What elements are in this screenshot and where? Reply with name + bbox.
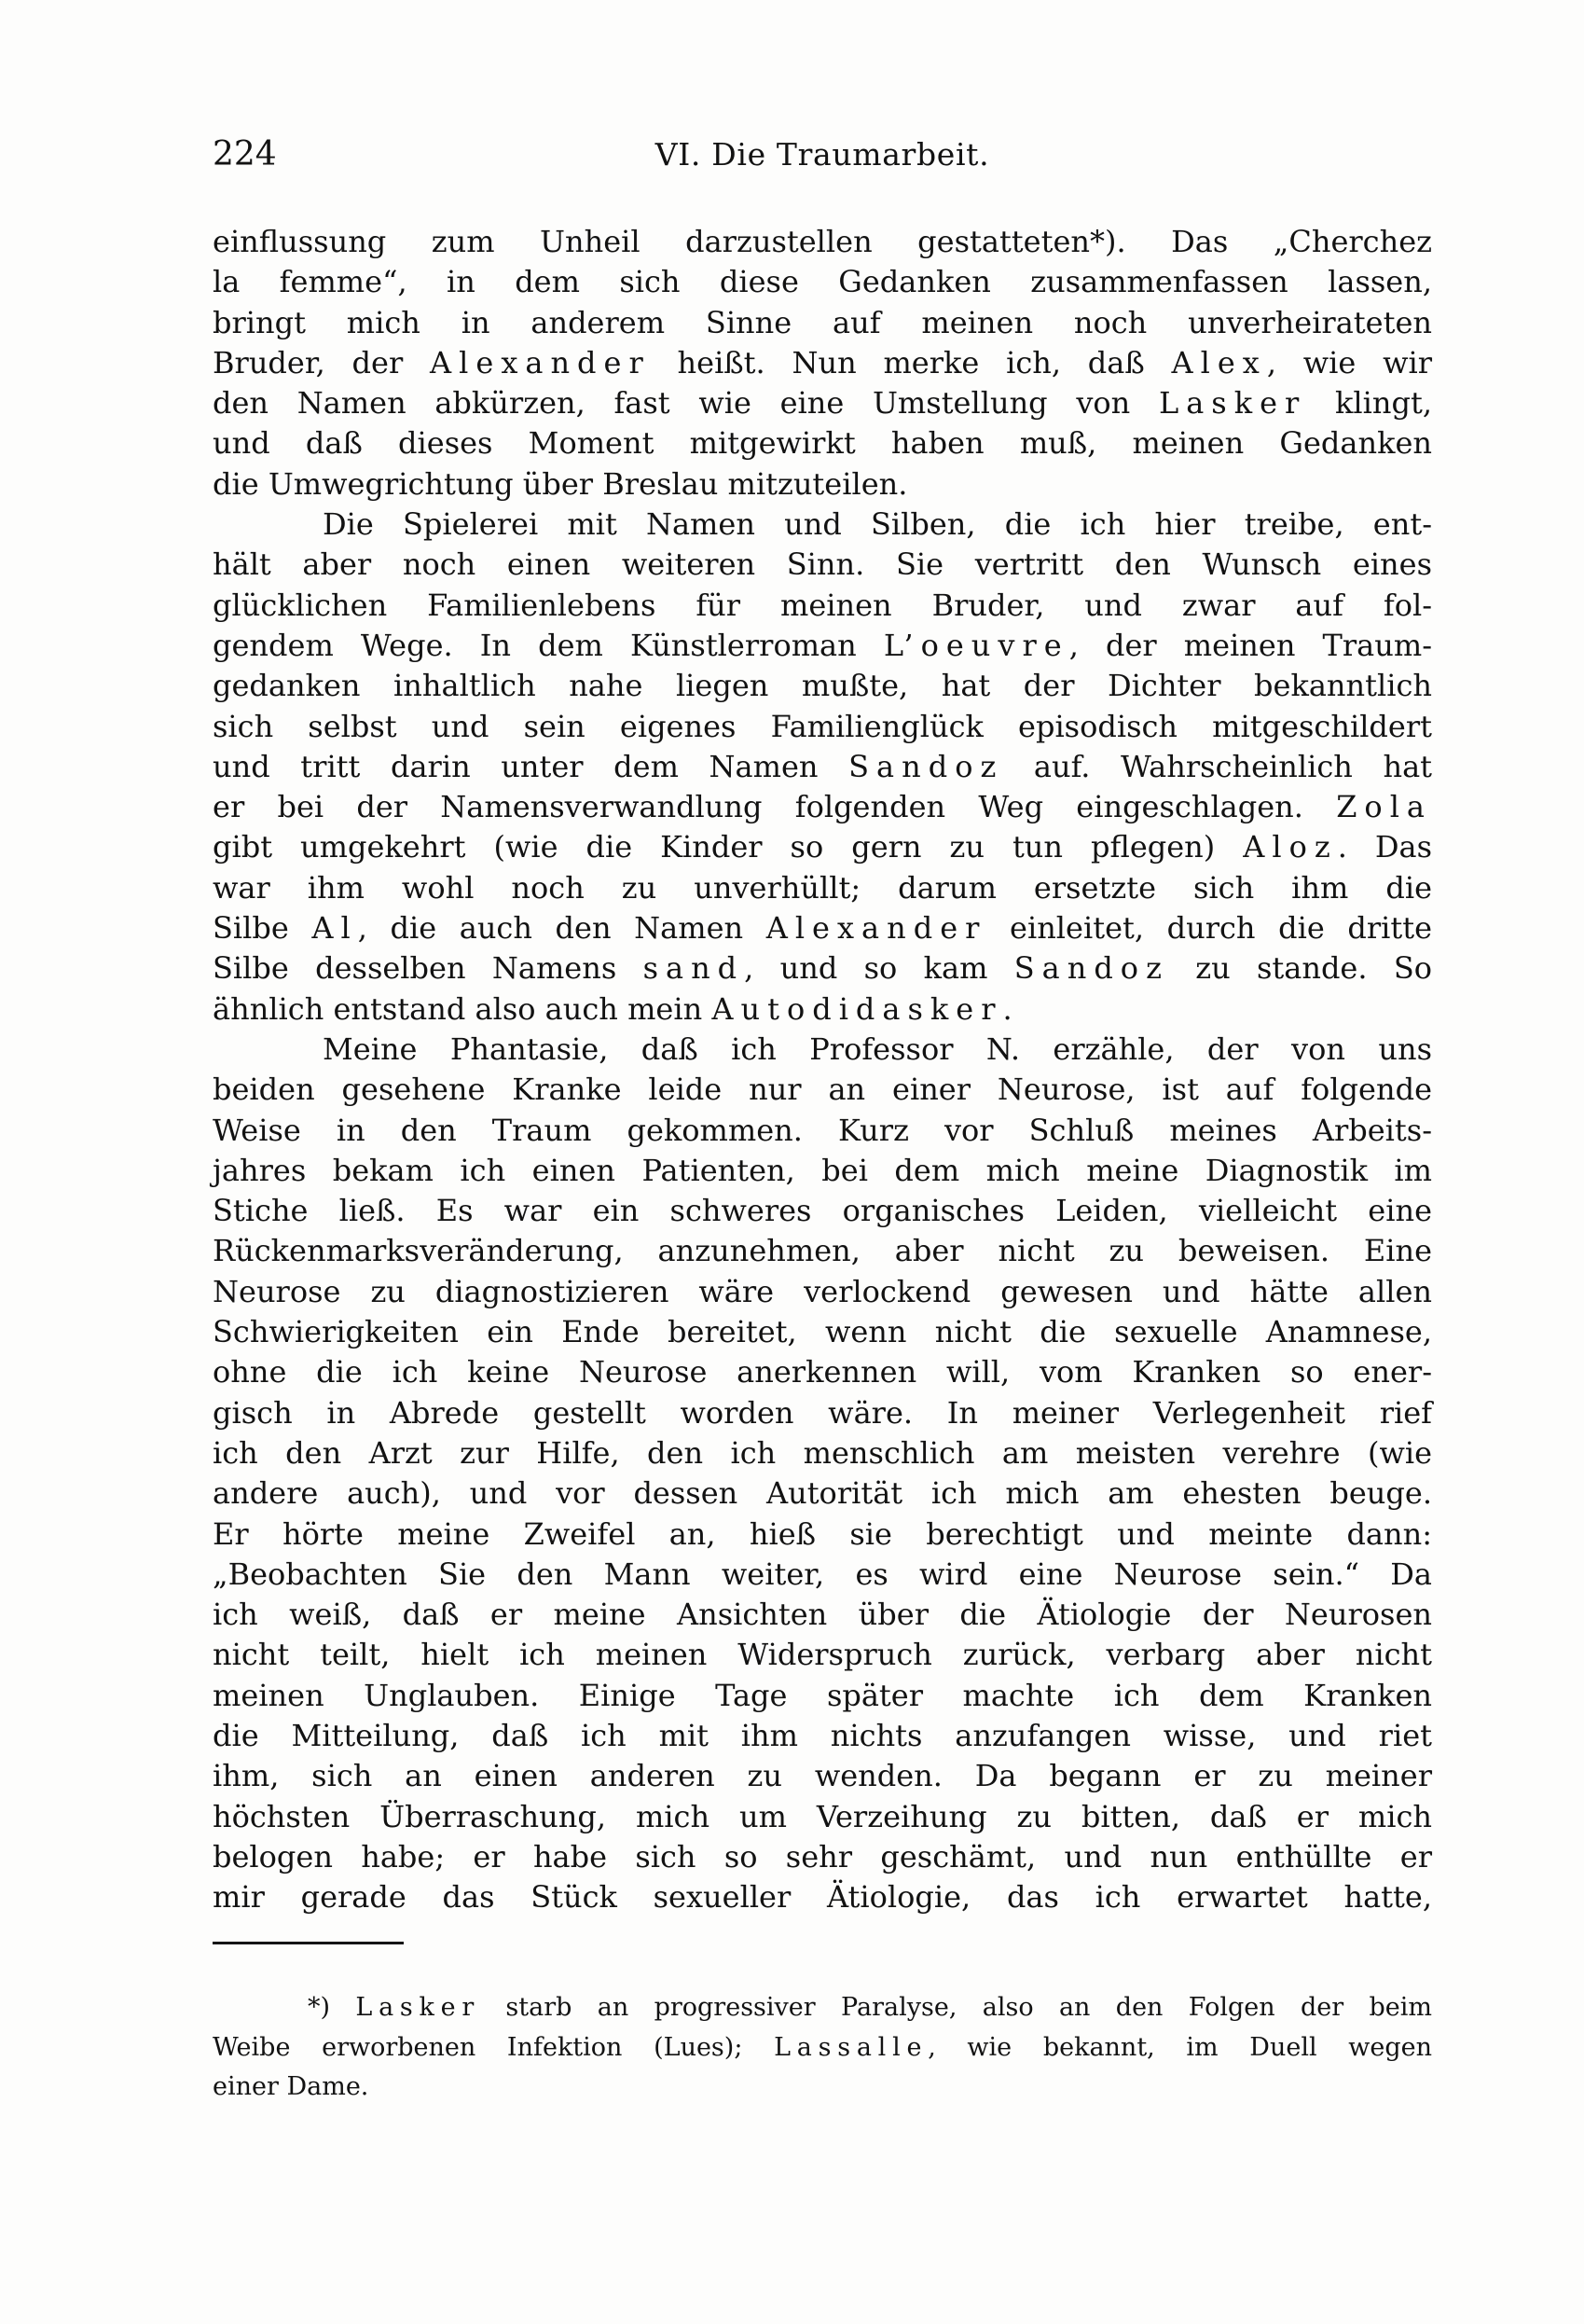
text-segment: Neurose zu diagnostizieren wäre verlockend gewesen und hätte allen [213, 1273, 1432, 1309]
text-line [213, 1473, 1432, 1514]
text-line [213, 423, 1432, 463]
text-line [213, 586, 1432, 626]
text-segment: starb an progressiver Paralyse, also an den Folgen der beim [480, 1993, 1432, 2022]
text-line [213, 1635, 1432, 1675]
paragraph [213, 505, 1432, 1030]
text-line [213, 1070, 1432, 1110]
text-segment: gibt umgekehrt (wie die Kinder so gern zu tun pflegen) [213, 829, 1244, 865]
text-line [213, 464, 1432, 505]
text-line [213, 505, 1432, 545]
emphasized-term: Al [311, 910, 358, 947]
text-line [213, 262, 1432, 302]
text-segment: zu stande. So [1168, 950, 1433, 987]
footnote-line [213, 1988, 1432, 2028]
text-segment: und daß dieses Moment mitgewirkt haben muß, meinen Gedanken [213, 425, 1432, 462]
emphasized-term: Lasker [355, 1993, 481, 2022]
text-segment: . [1002, 990, 1012, 1027]
emphasized-term: sand [642, 950, 745, 987]
text-line [213, 545, 1432, 585]
text-line [213, 989, 1432, 1030]
text-line [213, 1393, 1432, 1433]
text-segment: mir gerade das Stück sexueller Ätiologie, das ich erwartet hatte, [213, 1879, 1432, 1916]
text-line [213, 787, 1432, 827]
text-line [213, 948, 1432, 989]
text-segment: höchsten Überraschung, mich um Verzeihung zu bitten, daß er mich [213, 1798, 1432, 1834]
text-line [213, 1151, 1432, 1191]
text-segment: den Namen abkürzen, fast wie eine Umstellung von [213, 385, 1159, 422]
text-line [213, 1877, 1432, 1917]
text-line [213, 747, 1432, 787]
text-segment: , und so kam [744, 950, 1014, 987]
text-segment: heißt. Nun merke ich, daß [650, 344, 1172, 380]
text-segment: hält aber noch einen weiteren Sinn. Sie vertritt den Wunsch eines [213, 546, 1432, 583]
text-segment: glücklichen Familienlebens für meinen Bruder, und zwar auf fol- [213, 587, 1432, 623]
text-segment: andere auch), und vor dessen Autorität ich mich am ehesten beuge. [213, 1475, 1432, 1512]
text-line [213, 1231, 1432, 1271]
emphasized-term: Aloz [1243, 829, 1338, 865]
text-segment: sich selbst und sein eigenes Familienglück episodisch mitgeschildert [213, 708, 1432, 744]
text-line [213, 1515, 1432, 1555]
text-line [213, 222, 1432, 262]
text-segment: klingt, [1306, 385, 1433, 422]
emphasized-term: L’oeuvre [883, 627, 1069, 663]
text-segment: Meine Phantasie, daß ich Professor N. erzähle, der von uns [323, 1031, 1432, 1067]
text-segment: er bei der Namensverwandlung folgenden Weg eingeschlagen. [213, 789, 1337, 825]
emphasized-term: Sandoz [1013, 950, 1169, 987]
text-segment: belogen habe; er habe sich so sehr geschämt, und nun enthüllte er [213, 1838, 1432, 1874]
emphasized-term: Sandoz [848, 748, 1004, 784]
text-segment: Bruder, der [213, 344, 431, 380]
text-line [213, 827, 1432, 867]
text-segment: ohne die ich keine Neurose anerkennen will, vom Kranken so ener- [213, 1354, 1432, 1390]
text-line [213, 1595, 1432, 1635]
text-line [213, 908, 1432, 948]
text-segment: . Das [1337, 829, 1432, 865]
text-line [213, 1030, 1432, 1070]
text-line [213, 383, 1432, 423]
footnote [213, 1988, 1432, 2108]
text-segment: einer Dame. [213, 2072, 369, 2101]
footnote-separator [213, 1942, 404, 1944]
emphasized-term: Alexander [430, 344, 651, 380]
text-segment: ich weiß, daß er meine Ansichten über die Ätiologie der Neurosen [213, 1597, 1432, 1633]
body-text [213, 222, 1432, 1917]
text-segment: die Umwegrichtung über Breslau mitzuteilen. [213, 465, 908, 502]
footnote-line [213, 2068, 1432, 2108]
text-segment: auf. Wahrscheinlich hat [1003, 748, 1433, 784]
page-number: 224 [213, 135, 277, 173]
text-segment: Schwierigkeiten ein Ende bereitet, wenn nicht die sexuelle Anamnese, [213, 1314, 1432, 1350]
text-line [213, 1191, 1432, 1231]
text-segment: gisch in Abrede gestellt worden wäre. In meiner Verlegenheit rief [213, 1394, 1432, 1431]
text-line [213, 1433, 1432, 1473]
text-segment: und tritt darin unter dem Namen [213, 748, 849, 784]
text-segment: Weise in den Traum gekommen. Kurz vor Schluß meines Arbeits- [213, 1112, 1432, 1148]
text-segment: „Beobachten Sie den Mann weiter, es wird eine Neurose sein.“ Da [213, 1556, 1432, 1592]
paragraph [213, 1030, 1432, 1918]
text-segment: war ihm wohl noch zu unverhüllt; darum ersetzte sich ihm die [213, 869, 1432, 906]
text-line [213, 1676, 1432, 1716]
text-segment: bringt mich in anderem Sinne auf meinen noch unverheirateten [213, 304, 1432, 340]
emphasized-term: Lasker [1158, 385, 1307, 422]
text-segment: Silbe desselben Namens [213, 950, 643, 987]
running-title: VI. Die Traumarbeit. [654, 136, 990, 173]
text-line [213, 1352, 1432, 1392]
text-segment: Er hörte meine Zweifel an, hieß sie berechtigt und meinte dann: [213, 1515, 1432, 1552]
text-segment: la femme“, in dem sich diese Gedanken zusammenfassen lassen, [213, 264, 1432, 300]
text-segment: gedanken inhaltlich nahe liegen mußte, hat der Dichter bekanntlich [213, 668, 1432, 704]
text-segment: Silbe [213, 910, 312, 947]
emphasized-term: Autodidasker [711, 990, 1003, 1027]
text-segment: gendem Wege. In dem Künstlerroman [213, 627, 884, 663]
text-segment: einflussung zum Unheil darzustellen gestatteten*). Das „Cherchez [213, 224, 1432, 259]
text-segment: *) [308, 1993, 356, 2022]
text-segment: Stiche ließ. Es war ein schweres organisches Leiden, vielleicht eine [213, 1193, 1432, 1229]
paragraph [213, 222, 1432, 505]
emphasized-term: Alexander [765, 910, 987, 947]
text-line [213, 1555, 1432, 1595]
text-segment: Rückenmarksveränderung, anzunehmen, aber nicht zu beweisen. Eine [213, 1233, 1432, 1269]
text-segment: einleitet, durch die dritte [986, 910, 1433, 947]
text-segment: beiden gesehene Kranke leide nur an einer Neurose, ist auf folgende [213, 1072, 1432, 1108]
text-line [213, 1111, 1432, 1151]
text-line [213, 1716, 1432, 1756]
text-segment: , die auch den Namen [357, 910, 766, 947]
text-line [213, 626, 1432, 666]
emphasized-term: Lassalle [774, 2032, 929, 2062]
text-line [213, 343, 1432, 383]
text-segment: ihm, sich an einen anderen zu wenden. Da begann er zu meiner [213, 1758, 1432, 1794]
text-segment: , wie wir [1266, 344, 1432, 380]
text-segment: , der meinen Traum- [1068, 627, 1433, 663]
text-line [213, 1272, 1432, 1312]
emphasized-term: Zola [1336, 789, 1432, 825]
text-line [213, 707, 1432, 747]
text-line [213, 303, 1432, 343]
text-segment: nicht teilt, hielt ich meinen Widerspruch zurück, verbarg aber nicht [213, 1637, 1432, 1673]
text-line [213, 1837, 1432, 1877]
text-segment: jahres bekam ich einen Patienten, bei dem mich meine Diagnostik im [213, 1152, 1432, 1188]
text-line [213, 1756, 1432, 1796]
text-line [213, 1312, 1432, 1352]
text-segment: Die Spielerei mit Namen und Silben, die ich hier treibe, ent- [323, 506, 1432, 543]
text-line [213, 666, 1432, 706]
text-segment: ich den Arzt zur Hilfe, den ich menschlich am meisten verehre (wie [213, 1434, 1432, 1471]
text-segment: ähnlich entstand also auch mein [213, 990, 712, 1027]
footnote-line [213, 2028, 1432, 2068]
text-line [213, 1797, 1432, 1837]
text-segment: , wie bekannt, im Duell wegen [928, 2032, 1432, 2062]
text-segment: die Mitteilung, daß ich mit ihm nichts anzufangen wisse, und riet [213, 1717, 1432, 1753]
page-header [213, 136, 1432, 179]
text-segment: meinen Unglauben. Einige Tage später machte ich dem Kranken [213, 1677, 1432, 1713]
emphasized-term: Alex [1171, 344, 1267, 380]
text-line [213, 868, 1432, 908]
text-segment: Weibe erworbenen Infektion (Lues); [213, 2032, 775, 2062]
